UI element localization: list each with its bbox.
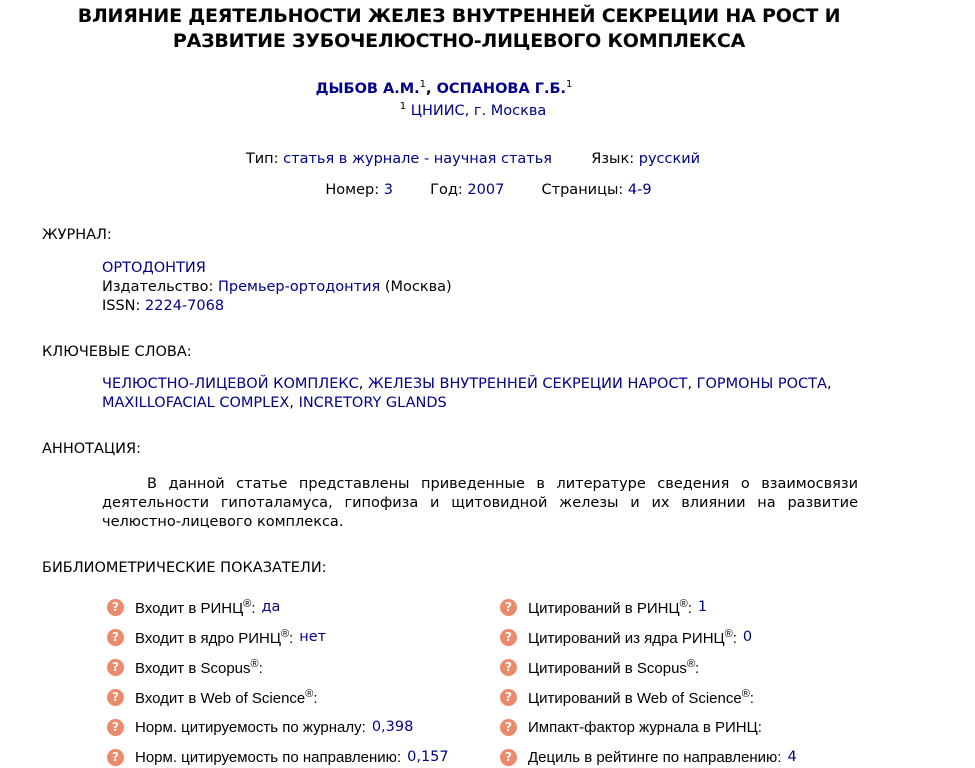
metric-row [500, 596, 707, 618]
metric-label: Импакт-фактор журнала в РИНЦ: [528, 718, 762, 736]
keyword-link[interactable]: MAXILLOFACIAL COMPLEX [102, 395, 290, 411]
help-icon[interactable]: ? [107, 599, 124, 616]
registered-mark: ® [724, 627, 733, 640]
metric-row [500, 716, 762, 738]
metric-value[interactable]: нет [299, 629, 327, 645]
help-icon[interactable]: ? [500, 629, 517, 646]
lang-label: Язык: [591, 151, 635, 167]
affiliation-link[interactable]: ЦНИИС, г. Москва [410, 102, 547, 119]
author-link-ospanova[interactable]: ОСПАНОВА Г.Б. [436, 80, 567, 97]
metric-row [500, 626, 752, 648]
help-icon[interactable]: ? [107, 689, 124, 706]
metric-value[interactable]: 4 [787, 749, 797, 765]
meta-type-lang [0, 151, 946, 167]
journal-block [102, 259, 452, 316]
metric-row [107, 656, 263, 678]
help-icon[interactable]: ? [107, 719, 124, 736]
issn-label: ISSN: [102, 298, 141, 314]
biblio-heading: БИБЛИОМЕТРИЧЕСКИЕ ПОКАЗАТЕЛИ: [42, 560, 327, 576]
abstract-text: В данной статье представлены приведенные в литературе сведения о взаимосвязи деятельности гипоталамуса, гипофиза и щитовидной железы и их влиянии на развитие челюстно-лицевого комплекса. [102, 476, 858, 530]
author-link-dybov[interactable]: ДЫБОВ А.М. [315, 80, 420, 97]
type-label: Тип: [245, 151, 279, 167]
help-icon[interactable]: ? [500, 599, 517, 616]
help-icon[interactable]: ? [500, 749, 517, 766]
metric-label: Норм. цитируемость по журналу: [135, 718, 366, 736]
registered-mark: ® [243, 597, 252, 610]
author-separator: , [426, 80, 437, 97]
metric-row [500, 746, 797, 768]
author-affil-sup: 1 [419, 79, 427, 90]
metric-label: Цитирований в Web of Science®: [528, 687, 754, 707]
registered-mark: ® [250, 657, 259, 670]
affiliation [0, 101, 946, 119]
metric-label: Норм. цитируемость по направлению: [135, 748, 402, 766]
journal-heading: ЖУРНАЛ: [42, 227, 112, 243]
metric-row [500, 656, 699, 678]
metric-label: Входит в ядро РИНЦ®: [135, 627, 294, 647]
keyword-separator: , [826, 376, 832, 392]
publisher-label: Издательство: [102, 279, 214, 295]
metric-value[interactable]: 0 [742, 629, 753, 645]
journal-name-link[interactable]: ОРТОДОНТИЯ [102, 260, 206, 276]
metric-label: Цитирований в Scopus®: [528, 657, 700, 677]
year-value: 2007 [467, 182, 505, 198]
metric-row [107, 746, 449, 768]
type-value: статья в журнале - научная статья [283, 151, 553, 167]
help-icon[interactable]: ? [107, 659, 124, 676]
publisher-link[interactable]: Премьер-ортодонтия [217, 279, 381, 295]
metric-row [107, 716, 413, 738]
metric-label: Входит в РИНЦ®: [135, 597, 256, 617]
keyword-separator: , [687, 376, 697, 392]
pages-label: Страницы: [541, 182, 624, 198]
keywords-list [102, 375, 832, 413]
metric-label: Цитирований в РИНЦ®: [528, 597, 692, 617]
year-label: Год: [430, 182, 463, 198]
affiliation-sup: 1 [399, 101, 407, 112]
registered-mark: ® [686, 657, 696, 670]
title-line-2: РАЗВИТИЕ ЗУБОЧЕЛЮСТНО-ЛИЦЕВОГО КОМПЛЕКСА [172, 30, 746, 52]
keyword-link[interactable]: ГОРМОНЫ РОСТА [696, 376, 827, 392]
metric-label: Входит в Scopus®: [135, 657, 263, 677]
registered-mark: ® [280, 627, 290, 640]
abstract-heading: АННОТАЦИЯ: [42, 441, 141, 457]
lang-value: русский [638, 151, 701, 167]
keyword-link[interactable]: ЧЕЛЮСТНО-ЛИЦЕВОЙ КОМПЛЕКС [102, 376, 359, 392]
metric-value[interactable]: да [261, 599, 281, 615]
number-label: Номер: [325, 182, 380, 198]
author-affil-sup: 1 [566, 79, 573, 90]
help-icon[interactable]: ? [500, 719, 517, 736]
issn-value: 2224-7068 [145, 298, 225, 314]
metric-value[interactable]: 1 [697, 599, 708, 615]
authors [0, 79, 888, 97]
metric-label: Дециль в рейтинге по направлению: [528, 748, 782, 766]
metric-label: Входит в Web of Science®: [135, 687, 318, 707]
help-icon[interactable]: ? [500, 659, 517, 676]
registered-mark: ® [741, 687, 750, 700]
keywords-heading: КЛЮЧЕВЫЕ СЛОВА: [42, 344, 192, 360]
metric-row [107, 686, 318, 708]
metric-value[interactable]: 0,157 [407, 749, 449, 765]
meta-number-year-pages [0, 182, 975, 198]
metric-value[interactable]: 0,398 [371, 719, 414, 735]
publisher-city: (Москва) [384, 279, 452, 295]
keyword-separator: , [358, 376, 368, 392]
keyword-link[interactable]: INCRETORY GLANDS [298, 395, 447, 411]
metric-row [107, 596, 280, 618]
number-link[interactable]: 3 [383, 182, 393, 198]
metric-row [107, 626, 326, 648]
metric-label: Цитирований из ядра РИНЦ®: [528, 627, 737, 647]
article-title [0, 4, 918, 54]
registered-mark: ® [679, 597, 688, 610]
help-icon[interactable]: ? [500, 689, 517, 706]
keyword-link[interactable]: ЖЕЛЕЗЫ ВНУТРЕННЕЙ СЕКРЕЦИИ НАРОСТ [368, 376, 688, 392]
registered-mark: ® [305, 687, 314, 700]
metric-row [500, 686, 754, 708]
title-line-1: ВЛИЯНИЕ ДЕЯТЕЛЬНОСТИ ЖЕЛЕЗ ВНУТРЕННЕЙ СЕКРЕЦИИ НА РОСТ И [77, 5, 841, 27]
help-icon[interactable]: ? [107, 629, 124, 646]
help-icon[interactable]: ? [107, 749, 124, 766]
pages-value: 4-9 [627, 182, 652, 198]
keyword-separator: , [289, 395, 299, 411]
